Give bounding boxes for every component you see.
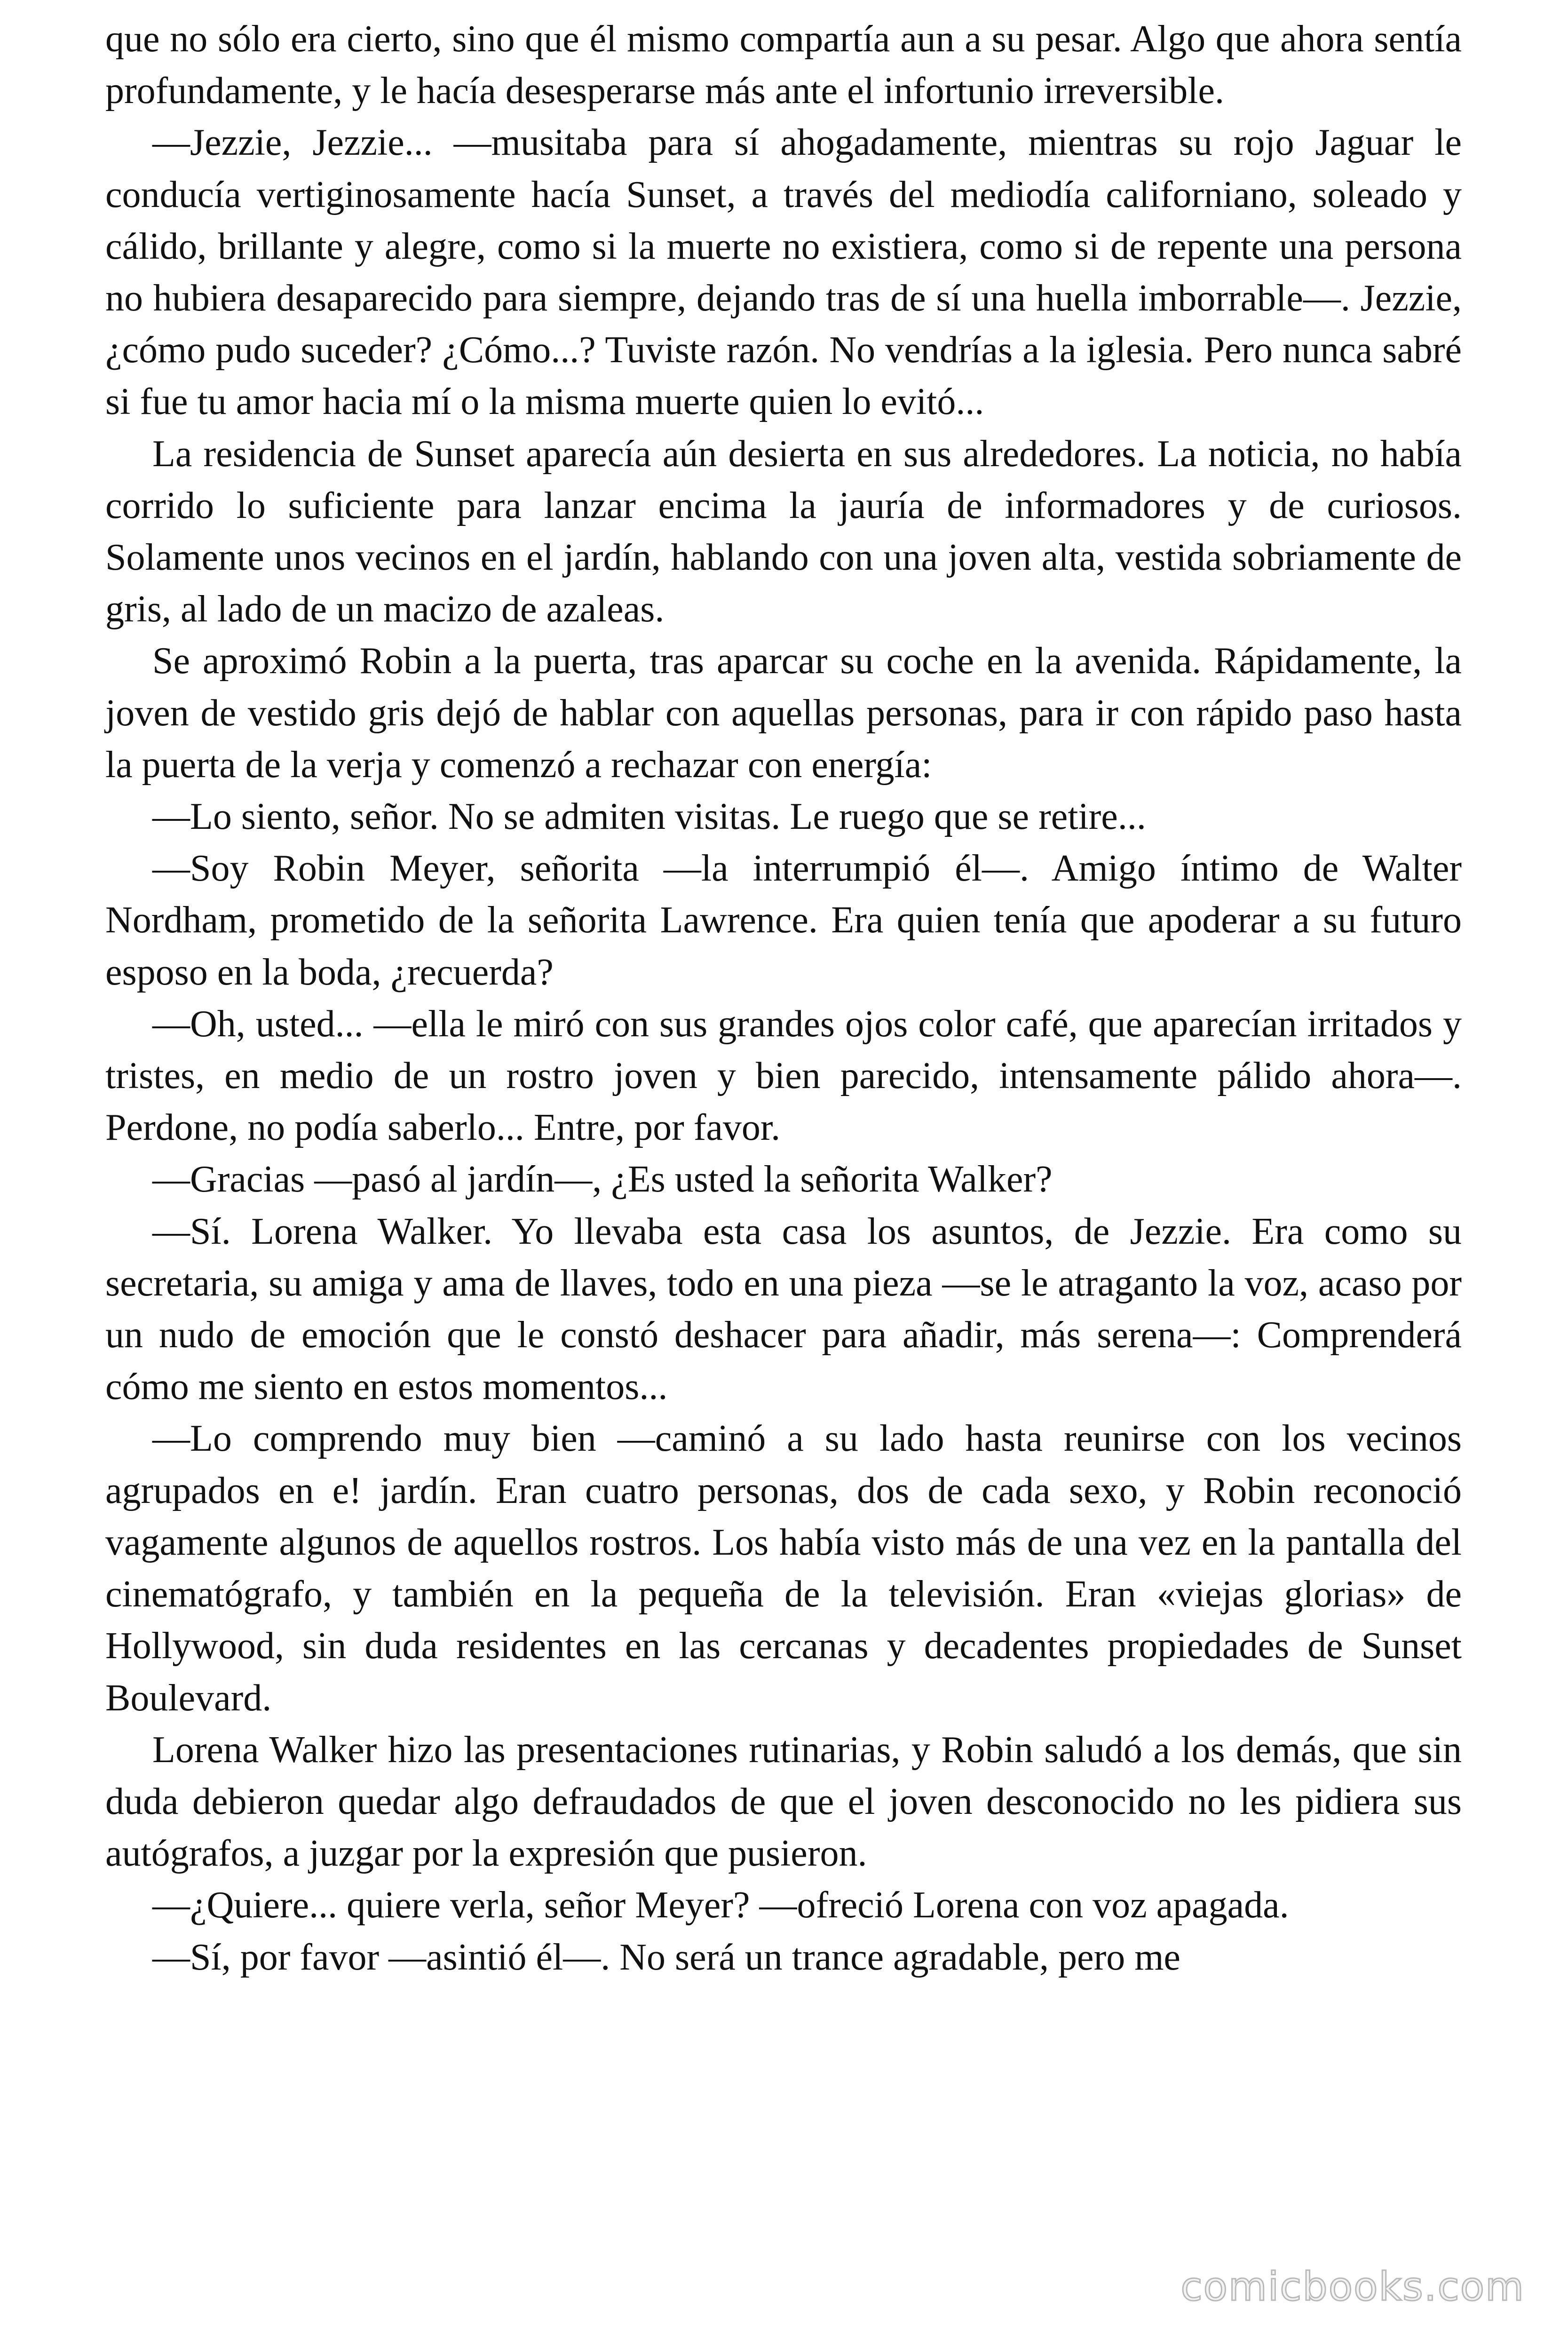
paragraph: —Oh, usted... —ella le miró con sus grandes ojos color café, que aparecían irritados y tristes, en medio de un rostro joven y bien parecido, intensamente pálido ahora—. Perdone, no podía saberlo... Entre, por favor.: [105, 1003, 1462, 1149]
paragraph: —Lo comprendo muy bien —caminó a su lado hasta reunirse con los vecinos agrupados en e! jardín. Eran cuatro personas, dos de cada sexo, y Robin reconoció vagamente algunos de aquellos rostros. Los había visto más de una vez en la pantalla del cinematógrafo, y también en la pequeña de la televisión. Eran «viejas glorias» de Hollywood, sin duda residentes en las cercanas y decadentes propiedades de Sunset Boulevard.: [105, 1418, 1462, 1719]
paragraph: La residencia de Sunset aparecía aún desierta en sus alrededores. La noticia, no había corrido lo suficiente para lanzar encima la jauría de informadores y de curiosos. Solamente unos vecinos en el jardín, hablando con una joven alta, vestida sobriamente de gris, al lado de un macizo de azaleas.: [105, 433, 1462, 630]
paragraph: —Gracias —pasó al jardín—, ¿Es usted la señorita Walker?: [152, 1159, 1053, 1200]
paragraph: —Jezzie, Jezzie... —musitaba para sí ahogadamente, mientras su rojo Jaguar le conducía vertiginosamente hacía Sunset, a través del mediodía californiano, soleado y cálido, brillante y alegre, como si la muerte no existiera, como si de repente una persona no hubiera desaparecido para siempre, dejando tras de sí una huella imborrable—. Jezzie, ¿cómo pudo suceder? ¿Cómo...? Tuviste razón. No vendrías a la iglesia. Pero nunca sabré si fue tu amor hacia mí o la misma muerte quien lo evitó...: [105, 122, 1462, 423]
paragraph: —Lo siento, señor. No se admiten visitas. Le ruego que se retire...: [152, 796, 1146, 838]
page-body: [105, 13, 1462, 1983]
paragraph: Se aproximó Robin a la puerta, tras aparcar su coche en la avenida. Rápidamente, la joven de vestido gris dejó de hablar con aquellas personas, para ir con rápido paso hasta la puerta de la verja y comenzó a rechazar con energía:: [105, 640, 1462, 786]
paragraph: Lorena Walker hizo las presentaciones rutinarias, y Robin saludó a los demás, que sin duda debieron quedar algo defraudados de que el joven desconocido no les pidiera sus autógrafos, a juzgar por la expresión que pusieron.: [105, 1729, 1462, 1875]
paragraph: —Sí. Lorena Walker. Yo llevaba esta casa los asuntos, de Jezzie. Era como su secretaria, su amiga y ama de llaves, todo en una pieza —se le atraganto la voz, acaso por un nudo de emoción que le constó deshacer para añadir, más serena—: Comprenderá cómo me siento en estos momentos...: [105, 1210, 1462, 1408]
paragraph: que no sólo era cierto, sino que él mismo compartía aun a su pesar. Algo que ahora sentía profundamente, y le hacía desesperarse más ante el infortunio irreversible.: [105, 18, 1462, 112]
paragraph: —Sí, por favor —asintió él—. No será un trance agradable, pero me: [152, 1936, 1180, 1978]
watermark-logo: comicbooks.com: [1180, 2264, 1525, 2310]
paragraph: —Soy Robin Meyer, señorita —la interrumpió él—. Amigo íntimo de Walter Nordham, prometido de la señorita Lawrence. Era quien tenía que apoderar a su futuro esposo en la boda, ¿recuerda?: [105, 848, 1462, 993]
paragraph: —¿Quiere... quiere verla, señor Meyer? —ofreció Lorena con voz apagada.: [152, 1884, 1289, 1926]
